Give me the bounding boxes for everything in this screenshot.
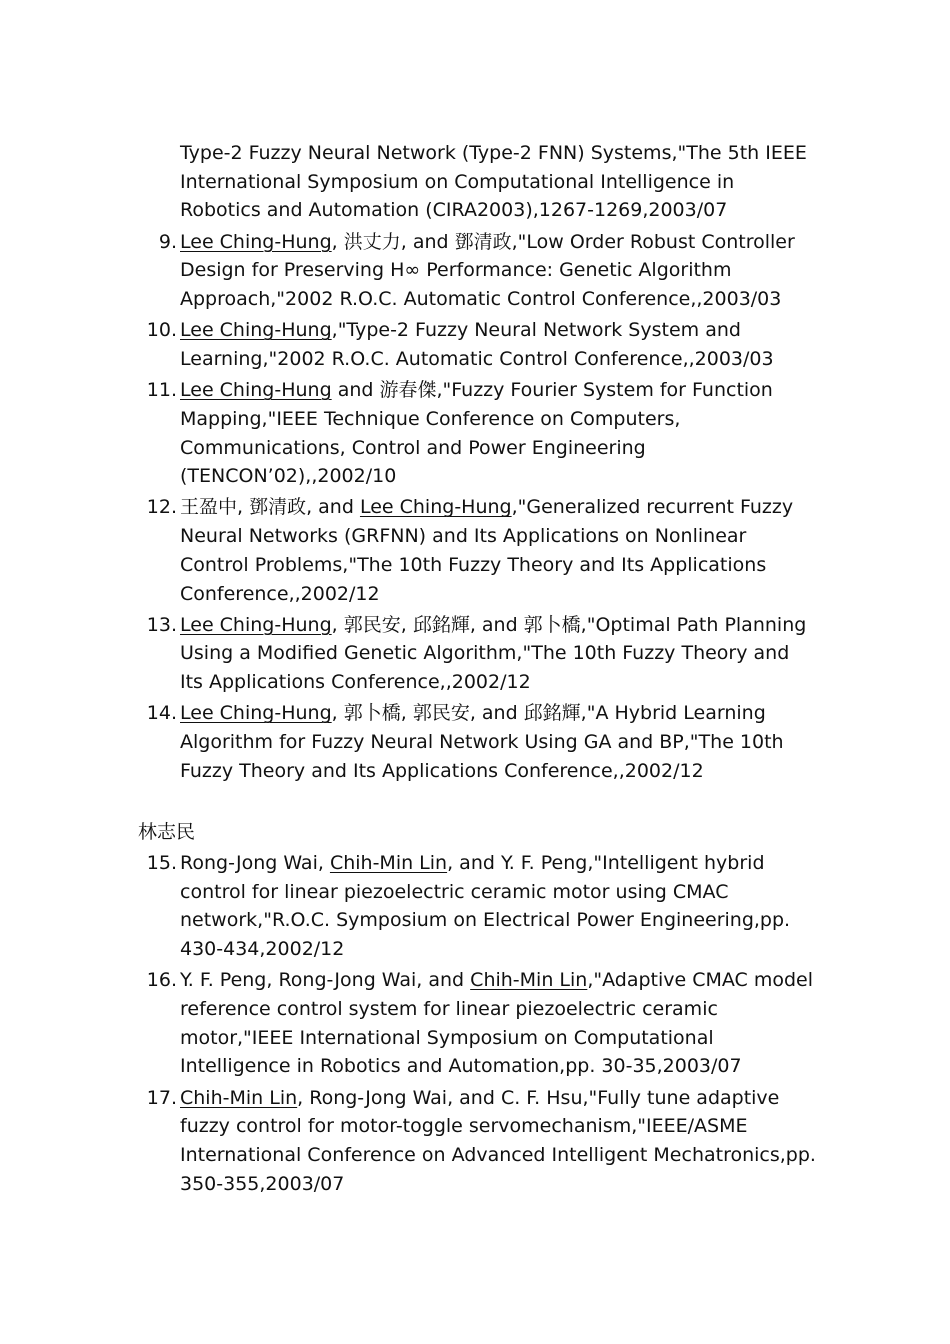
author-link[interactable]: Lee Ching-Hung (180, 702, 332, 725)
entry-number: 9. (158, 230, 177, 253)
entry-text (180, 969, 813, 1077)
author-link[interactable]: Lee Ching-Hung (359, 496, 512, 519)
author-link[interactable]: Lee Ching-Hung (180, 613, 332, 636)
entry-text (180, 319, 774, 370)
publication-entry (138, 611, 818, 697)
entry-segment: Rong-Jong Wai, (180, 852, 330, 874)
author-link[interactable]: Lee Ching-Hung (180, 230, 332, 253)
author-link[interactable]: Chih-Min Lin (180, 1086, 298, 1109)
publication-entry (138, 139, 818, 225)
entry-segment: 王盈中, 鄧清政, and (180, 496, 360, 519)
publication-entry (138, 228, 818, 314)
publication-entry (138, 493, 818, 608)
entry-number: 16. (146, 969, 177, 992)
entry-text (180, 852, 790, 960)
publication-entry (138, 316, 818, 373)
entry-text (180, 231, 795, 310)
section-heading: 林志民 (138, 821, 196, 843)
entry-number: 13. (146, 613, 177, 636)
entry-segment: , Rong-Jong Wai, and C. F. Hsu,"Fully tune adaptive fuzzy control for motor-toggle servomechanism,"IEEE/ASME International Conference on Advanced Intelligent Mechatronics,pp. 350-355,2003/07 (180, 1086, 816, 1195)
entry-number: 12. (146, 496, 177, 519)
entry-segment: , 洪丈力, and 鄧清政,"Low Order Robust Controller Design for Preserving H∞ Performance: Genetic Algorithm Approach,"2002 R.O.C. Automatic Control Conference,,2003/03 (180, 230, 795, 311)
publication-list-lin (138, 849, 818, 1201)
entry-segment: ,"Generalized recurrent Fuzzy Neural Networks (GRFNN) and Its Applications on Nonlinear Control Problems,"The 10th Fuzzy Theory and Its Applications Conference,,2002/12 (180, 496, 794, 605)
entry-text (180, 142, 807, 221)
entry-text (180, 496, 793, 604)
author-link[interactable]: Lee Ching-Hung (180, 379, 332, 402)
entry-segment: Type-2 Fuzzy Neural Network (Type-2 FNN) Systems,"The 5th IEEE International Symposium on Computational Intelligence in Robotics and Automation (CIRA2003),1267-1269,2003/07 (180, 142, 807, 222)
publication-entry (138, 966, 818, 1081)
author-link[interactable]: Chih-Min Lin (470, 969, 588, 992)
entry-number: 10. (146, 319, 177, 342)
publication-entry (138, 699, 818, 785)
entry-number: 14. (146, 702, 177, 725)
entry-text (180, 702, 784, 781)
entry-segment: Y. F. Peng, Rong-Jong Wai, and (180, 969, 471, 992)
entry-text (180, 1087, 816, 1195)
publication-entry (138, 1084, 818, 1199)
author-link[interactable]: Chih-Min Lin (329, 852, 448, 874)
publication-entry (138, 849, 818, 964)
entry-segment: , and Y. F. Peng,"Intelligent hybrid control for linear piezoelectric ceramic motor using CMAC network,"R.O.C. Symposium on Electrical Power Engineering,pp. 430-434,2002/12 (180, 852, 791, 961)
entry-segment: ,"Type-2 Fuzzy Neural Network System and Learning,"2002 R.O.C. Automatic Control Conference,,2003/03 (180, 319, 774, 370)
entry-number: 15. (146, 852, 177, 874)
entry-number: 17. (146, 1086, 177, 1109)
entry-text (180, 614, 806, 693)
publication-entry (138, 376, 818, 491)
entry-segment: ,"Adaptive CMAC model reference control system for linear piezoelectric ceramic motor,"IEEE International Symposium on Computational Intelligence in Robotics and Automation,pp. 30-35,2003/07 (180, 969, 814, 1078)
entry-segment: and 游春傑,"Fuzzy Fourier System for Function Mapping,"IEEE Technique Conference on Computers, Communications, Control and Power Engineering (TENCON’02),,2002/10 (180, 379, 773, 488)
publication-list-lee (138, 139, 818, 788)
entry-text (180, 379, 773, 487)
entry-number: 11. (146, 379, 177, 402)
entry-segment: , 郭民安, 邱銘輝, and 郭卜橋,"Optimal Path Planning Using a Modified Genetic Algorithm,"The 10th Fuzzy Theory and Its Applications Conference,,2002/12 (180, 613, 807, 694)
author-link[interactable]: Lee Ching-Hung (180, 319, 332, 342)
entry-segment: , 郭卜橋, 郭民安, and 邱銘輝,"A Hybrid Learning Algorithm for Fuzzy Neural Network Using GA and BP,"The 10th Fuzzy Theory and Its Applications Conference,,2002/12 (180, 702, 784, 782)
